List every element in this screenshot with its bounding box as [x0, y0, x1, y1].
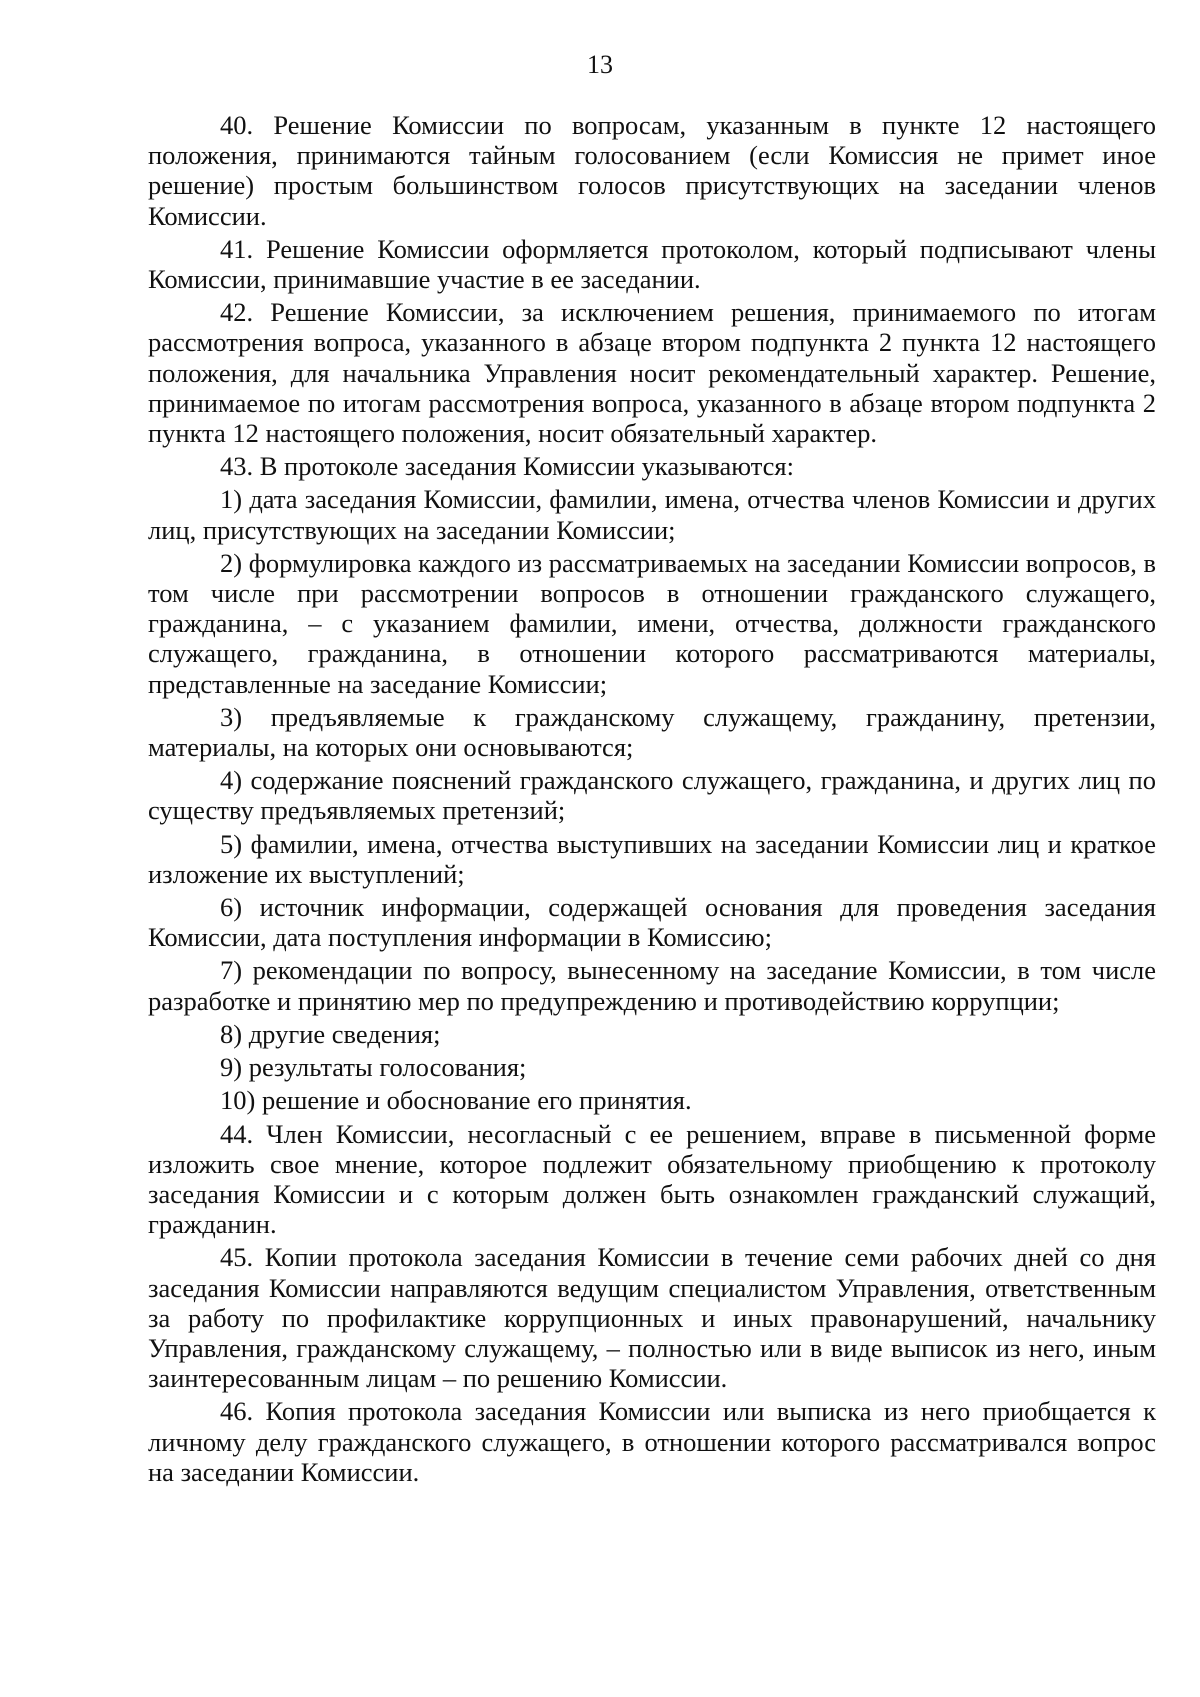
list-item-7: 7) рекомендации по вопросу, вынесенному на заседание Комиссии, в том числе разработке и принятию мер по предупреждению и противодействию коррупции;: [148, 955, 1156, 1016]
list-item-9: 9) результаты голосования;: [220, 1052, 527, 1083]
list-item-3: 3) предъявляемые к гражданскому служащему, гражданину, претензии, материалы, на которых они основываются;: [148, 701, 1156, 763]
list-item-1: 1) дата заседания Комиссии, фамилии, имена, отчества членов Комиссии и других лиц, присутствующих на заседании Комиссии;: [148, 484, 1156, 545]
paragraph-46: 46. Копия протокола заседания Комиссии или выписка из него приобщается к личному делу гражданского служащего, в отношении которого рассматривался вопрос на заседании Комиссии.: [148, 1396, 1156, 1487]
list-item-2: 2) формулировка каждого из рассматриваемых на заседании Комиссии вопросов, в том числе при рассмотрении вопросов в отношении гражданского служащего, гражданина, – с указанием фамилии, имени, отчества, должности гражданского служащего, гражданина, в отношении которого рассматриваются материалы, представленные на заседание Комиссии;: [148, 547, 1156, 699]
list-item-6: 6) источник информации, содержащей основания для проведения заседания Комиссии, дата поступления информации в Комиссию;: [148, 892, 1156, 953]
paragraph-44: 44. Член Комиссии, несогласный с ее решением, вправе в письменной форме изложить свое мнение, которое подлежит обязательному приобщению к протоколу заседания Комиссии и с которым должен быть ознакомлен гражданский служащий, гражданин.: [148, 1118, 1156, 1240]
document-body: [148, 110, 1156, 1490]
paragraph-43: 43. В протоколе заседания Комиссии указываются:: [220, 451, 794, 482]
paragraph-45: 45. Копии протокола заседания Комиссии в течение семи рабочих дней со дня заседания Комиссии направляются ведущим специалистом Управления, ответственным за работу по профилактике коррупционных и иных правонарушений, начальнику Управления, гражданскому служащему, – полностью или в виде выписок из него, иным заинтересованным лицам – по решению Комиссии.: [148, 1242, 1156, 1394]
page-number: 13: [587, 50, 613, 79]
list-item-10: 10) решение и обоснование его принятия.: [220, 1085, 692, 1116]
paragraph-42: 42. Решение Комиссии, за исключением решения, принимаемого по итогам рассмотрения вопроса, указанного в абзаце втором подпункта 2 пункта 12 настоящего положения, для начальника Управления носит рекомендательный характер. Решение, принимаемое по итогам рассмотрения вопроса, указанного в абзаце втором подпункта 2 пункта 12 настоящего положения, носит обязательный характер.: [148, 297, 1156, 449]
list-item-4: 4) содержание пояснений гражданского служащего, гражданина, и других лиц по существу предъявляемых претензий;: [148, 765, 1156, 826]
list-item-5: 5) фамилии, имена, отчества выступивших на заседании Комиссии лиц и краткое изложение их выступлений;: [148, 828, 1156, 889]
list-item-8: 8) другие сведения;: [220, 1018, 441, 1049]
paragraph-40: 40. Решение Комиссии по вопросам, указанным в пункте 12 настоящего положения, принимаются тайным голосованием (если Комиссия не примет иное решение) простым большинством голосов присутствующих на заседании членов Комиссии.: [148, 110, 1156, 231]
paragraph-41: 41. Решение Комиссии оформляется протоколом, который подписывают члены Комиссии, принимавшие участие в ее заседании.: [148, 233, 1156, 295]
